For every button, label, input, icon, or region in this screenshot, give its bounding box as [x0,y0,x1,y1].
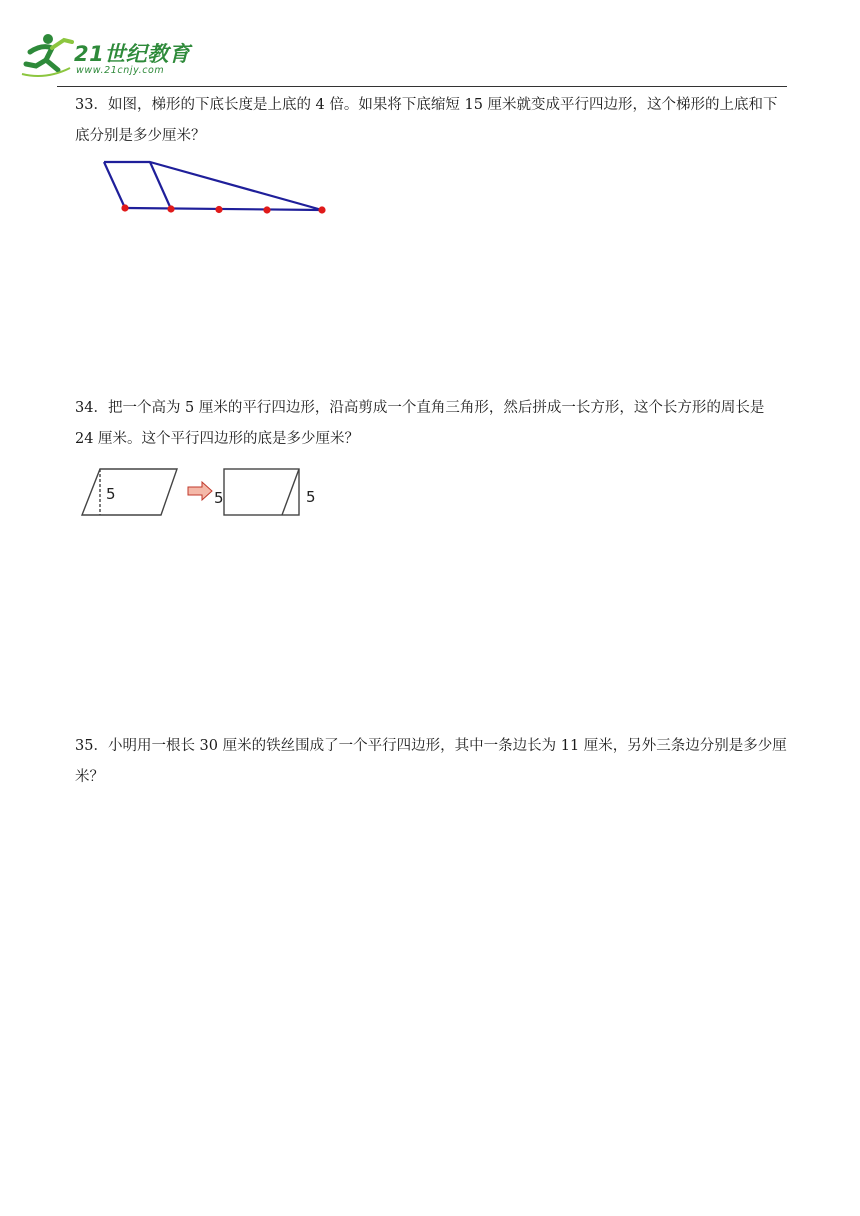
logo [18,30,208,80]
rectangle-right-label: 5 [306,488,316,506]
rectangle-shape [224,469,299,515]
base-point [263,206,270,213]
height-label: 5 [106,485,116,503]
cut-and-rearrange-figure [78,463,330,521]
cut-line [282,469,299,515]
base-point [318,206,325,213]
question-34-text: 34．把一个高为 5 厘米的平行四边形，沿高剪成一个直角三角形，然后拼成一长方形，这个长方形的周长是 24 厘米。这个平行四边形的底是多少厘米？ [75,400,765,447]
question-35 [75,731,787,793]
page-header [18,30,788,86]
base-point [167,205,174,212]
question-33 [75,90,787,152]
logo-text: 21世纪教育 [74,42,191,66]
logo-url: www.21cnjy.com [76,65,165,76]
runner-logo-icon [18,30,74,80]
trapezoid-outline [104,162,322,210]
arrow-icon [188,482,212,500]
question-34 [75,393,787,455]
question-35-text: 35．小明用一根长 30 厘米的铁丝围成了一个平行四边形，其中一条边长为 11 厘米，另外三条边分别是多少厘米？ [75,738,787,785]
parallelogram-shape [82,469,177,515]
parallelogram-edge [150,162,171,209]
rectangle-left-label: 5 [214,489,224,507]
base-point [121,204,128,211]
base-point [215,206,222,213]
trapezoid-figure [98,155,338,220]
header-divider [57,86,787,87]
question-33-text: 33．如图，梯形的下底长度是上底的 4 倍。如果将下底缩短 15 厘米就变成平行四边形，这个梯形的上底和下底分别是多少厘米？ [75,97,778,144]
